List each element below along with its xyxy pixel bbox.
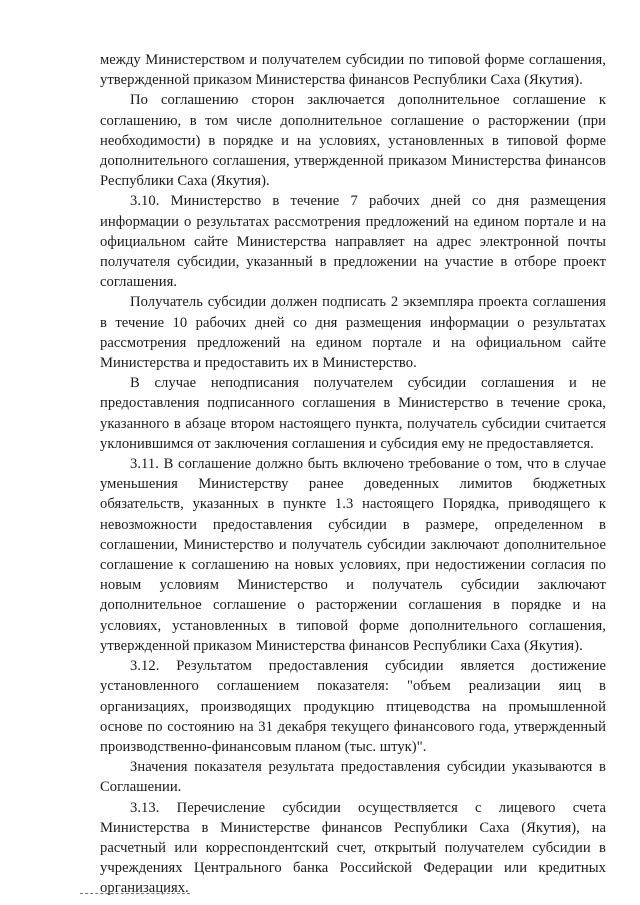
paragraph-3-13: 3.13. Перечисление субсидии осуществляется с лицевого счета Министерства в Министерстве финансов Республики Саха (Якутия), на расчетный или корреспондентский счет, открытый получателем субсидии в учреждениях Центрального банка Российской Федерации или кредитных организациях. [100, 799, 606, 897]
paragraph-indicator-values: Значения показателя результата предоставления субсидии указываются в Соглашении. [100, 759, 606, 796]
paragraph-continuation: между Министерством и получателем субсидии по типовой форме соглашения, утвержденной приказом Министерства финансов Республики Саха (Якутия). [100, 52, 606, 89]
paragraph-3-10: 3.10. Министерство в течение 7 рабочих дней со дня размещения информации о результатах рассмотрения предложений на едином портале и на официальном сайте Министерства направляет на адрес электронной почты получателя субсидии, указанный в предложении на участие в отборе проект соглашения. [100, 193, 606, 291]
document-body [100, 50, 606, 899]
paragraph-non-signing: В случае неподписания получателем субсидии соглашения и не предоставления подписанного соглашения в Министерство в течение срока, указанного в абзаце втором настоящего пункта, получатель субсидии считается уклонившимся от заключения соглашения и субсидия ему не предоставляется. [100, 375, 606, 452]
paragraph-signing: Получатель субсидии должен подписать 2 экземпляра проекта соглашения в течение 10 рабочих дней со дня размещения информации о результатах рассмотрения предложений на едином портале и на официальном сайте Министерства и предоставить их в Министерство. [100, 294, 606, 372]
paragraph-3-12: 3.12. Результатом предоставления субсидии является достижение установленного соглашением показателя: "объем реализации яиц в организациях, производящих продукцию птицеводства на промышленной основе по состоянию на 31 декабря текущего финансового года, утвержденный производственно-финансовым планом (тыс. штук)". [100, 658, 606, 755]
paragraph-additional-agreement: По соглашению сторон заключается дополнительное соглашение к соглашению, в том числе дополнительное соглашение о расторжении (при необходимости) в порядке и на условиях, установленных в типовой форме дополнительного соглашения, утвержденной приказом Министерства финансов Республики Саха (Якутия). [100, 92, 606, 190]
paragraph-3-11: 3.11. В соглашение должно быть включено требование о том, что в случае уменьшения Министерству ранее доведенных лимитов бюджетных обязательств, указанных в пункте 1.3 настоящего Порядка, приводящего к невозможности предоставления субсидии в размере, определенном в соглашении, Министерство и получатель субсидии заключают дополнительное соглашение к соглашению на новых условиях, при недостижении согласия по новым условиям Министерство и получатель субсидии заключают дополнительное соглашение о расторжении соглашения в порядке и на условиях, установленных в типовой форме дополнительного соглашения, утвержденной приказом Министерства финансов Республики Саха (Якутия). [100, 456, 606, 654]
footnote-divider [80, 893, 190, 894]
